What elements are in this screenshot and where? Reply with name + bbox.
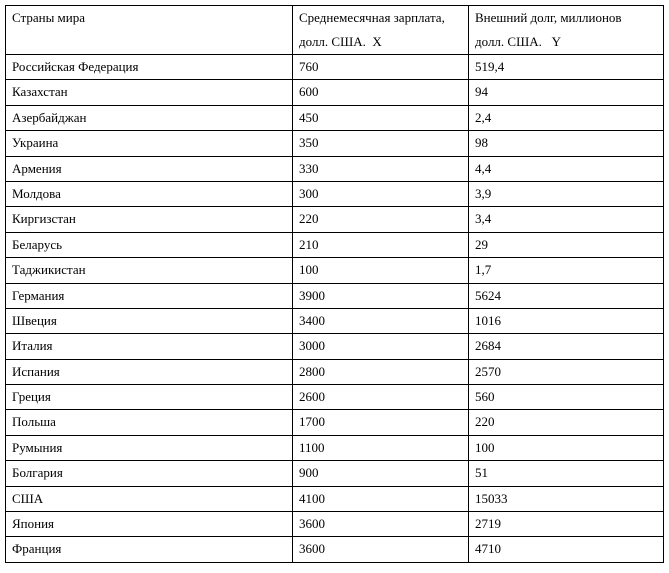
cell-debt: 2719 — [469, 512, 664, 537]
cell-debt: 4710 — [469, 537, 664, 562]
cell-debt: 94 — [469, 80, 664, 105]
header-debt-line2: долл. США. Y — [475, 34, 561, 49]
cell-debt: 1016 — [469, 308, 664, 333]
cell-country: Азербайджан — [6, 105, 293, 130]
cell-debt: 1,7 — [469, 258, 664, 283]
cell-debt: 560 — [469, 385, 664, 410]
cell-debt: 519,4 — [469, 55, 664, 80]
table-row — [6, 232, 664, 257]
table-row — [6, 283, 664, 308]
cell-salary: 300 — [293, 181, 469, 206]
cell-country: Франция — [6, 537, 293, 562]
cell-debt: 2,4 — [469, 105, 664, 130]
cell-country: Армения — [6, 156, 293, 181]
table-row — [6, 359, 664, 384]
cell-salary: 210 — [293, 232, 469, 257]
table-row — [6, 55, 664, 80]
cell-salary: 4100 — [293, 486, 469, 511]
cell-salary: 3000 — [293, 334, 469, 359]
cell-salary: 2800 — [293, 359, 469, 384]
table-row — [6, 80, 664, 105]
cell-salary: 100 — [293, 258, 469, 283]
cell-salary: 3900 — [293, 283, 469, 308]
cell-country: США — [6, 486, 293, 511]
table-row — [6, 207, 664, 232]
table-row — [6, 410, 664, 435]
cell-debt: 29 — [469, 232, 664, 257]
cell-salary: 900 — [293, 461, 469, 486]
cell-salary: 2600 — [293, 385, 469, 410]
cell-country: Киргизстан — [6, 207, 293, 232]
cell-debt: 5624 — [469, 283, 664, 308]
cell-salary: 1700 — [293, 410, 469, 435]
cell-debt: 220 — [469, 410, 664, 435]
cell-debt: 4,4 — [469, 156, 664, 181]
header-salary-line2: долл. США. X — [299, 34, 382, 49]
cell-debt: 3,4 — [469, 207, 664, 232]
header-debt — [469, 6, 664, 55]
header-row — [6, 6, 664, 55]
cell-country: Казахстан — [6, 80, 293, 105]
cell-salary: 330 — [293, 156, 469, 181]
header-salary — [293, 6, 469, 55]
table-row — [6, 181, 664, 206]
cell-country: Германия — [6, 283, 293, 308]
header-country-line1: Страны мира — [12, 10, 86, 25]
table-row — [6, 461, 664, 486]
table-row — [6, 258, 664, 283]
cell-debt: 15033 — [469, 486, 664, 511]
cell-country: Испания — [6, 359, 293, 384]
cell-country: Греция — [6, 385, 293, 410]
table-row — [6, 537, 664, 562]
table-row — [6, 334, 664, 359]
table-row — [6, 308, 664, 333]
cell-debt: 3,9 — [469, 181, 664, 206]
cell-debt: 2570 — [469, 359, 664, 384]
table-row — [6, 385, 664, 410]
table-row — [6, 435, 664, 460]
table-row — [6, 105, 664, 130]
cell-country: Польша — [6, 410, 293, 435]
header-debt-line1: Внешний долг, миллионов — [475, 10, 622, 25]
cell-salary: 3600 — [293, 537, 469, 562]
cell-debt: 51 — [469, 461, 664, 486]
cell-debt: 100 — [469, 435, 664, 460]
cell-debt: 98 — [469, 131, 664, 156]
table-row — [6, 131, 664, 156]
cell-salary: 450 — [293, 105, 469, 130]
cell-country: Таджикистан — [6, 258, 293, 283]
cell-country: Румыния — [6, 435, 293, 460]
cell-salary: 350 — [293, 131, 469, 156]
cell-salary: 760 — [293, 55, 469, 80]
cell-country: Болгария — [6, 461, 293, 486]
cell-salary: 600 — [293, 80, 469, 105]
table-header — [6, 6, 664, 55]
cell-country: Италия — [6, 334, 293, 359]
cell-salary: 3400 — [293, 308, 469, 333]
table-body — [6, 55, 664, 563]
data-table — [5, 5, 664, 563]
cell-salary: 1100 — [293, 435, 469, 460]
cell-country: Беларусь — [6, 232, 293, 257]
cell-country: Российская Федерация — [6, 55, 293, 80]
cell-country: Япония — [6, 512, 293, 537]
cell-salary: 220 — [293, 207, 469, 232]
cell-country: Украина — [6, 131, 293, 156]
header-country — [6, 6, 293, 55]
cell-debt: 2684 — [469, 334, 664, 359]
cell-country: Швеция — [6, 308, 293, 333]
table-row — [6, 512, 664, 537]
table-row — [6, 486, 664, 511]
cell-salary: 3600 — [293, 512, 469, 537]
table-row — [6, 156, 664, 181]
cell-country: Молдова — [6, 181, 293, 206]
header-salary-line1: Среднемесячная зарплата, — [299, 10, 445, 25]
